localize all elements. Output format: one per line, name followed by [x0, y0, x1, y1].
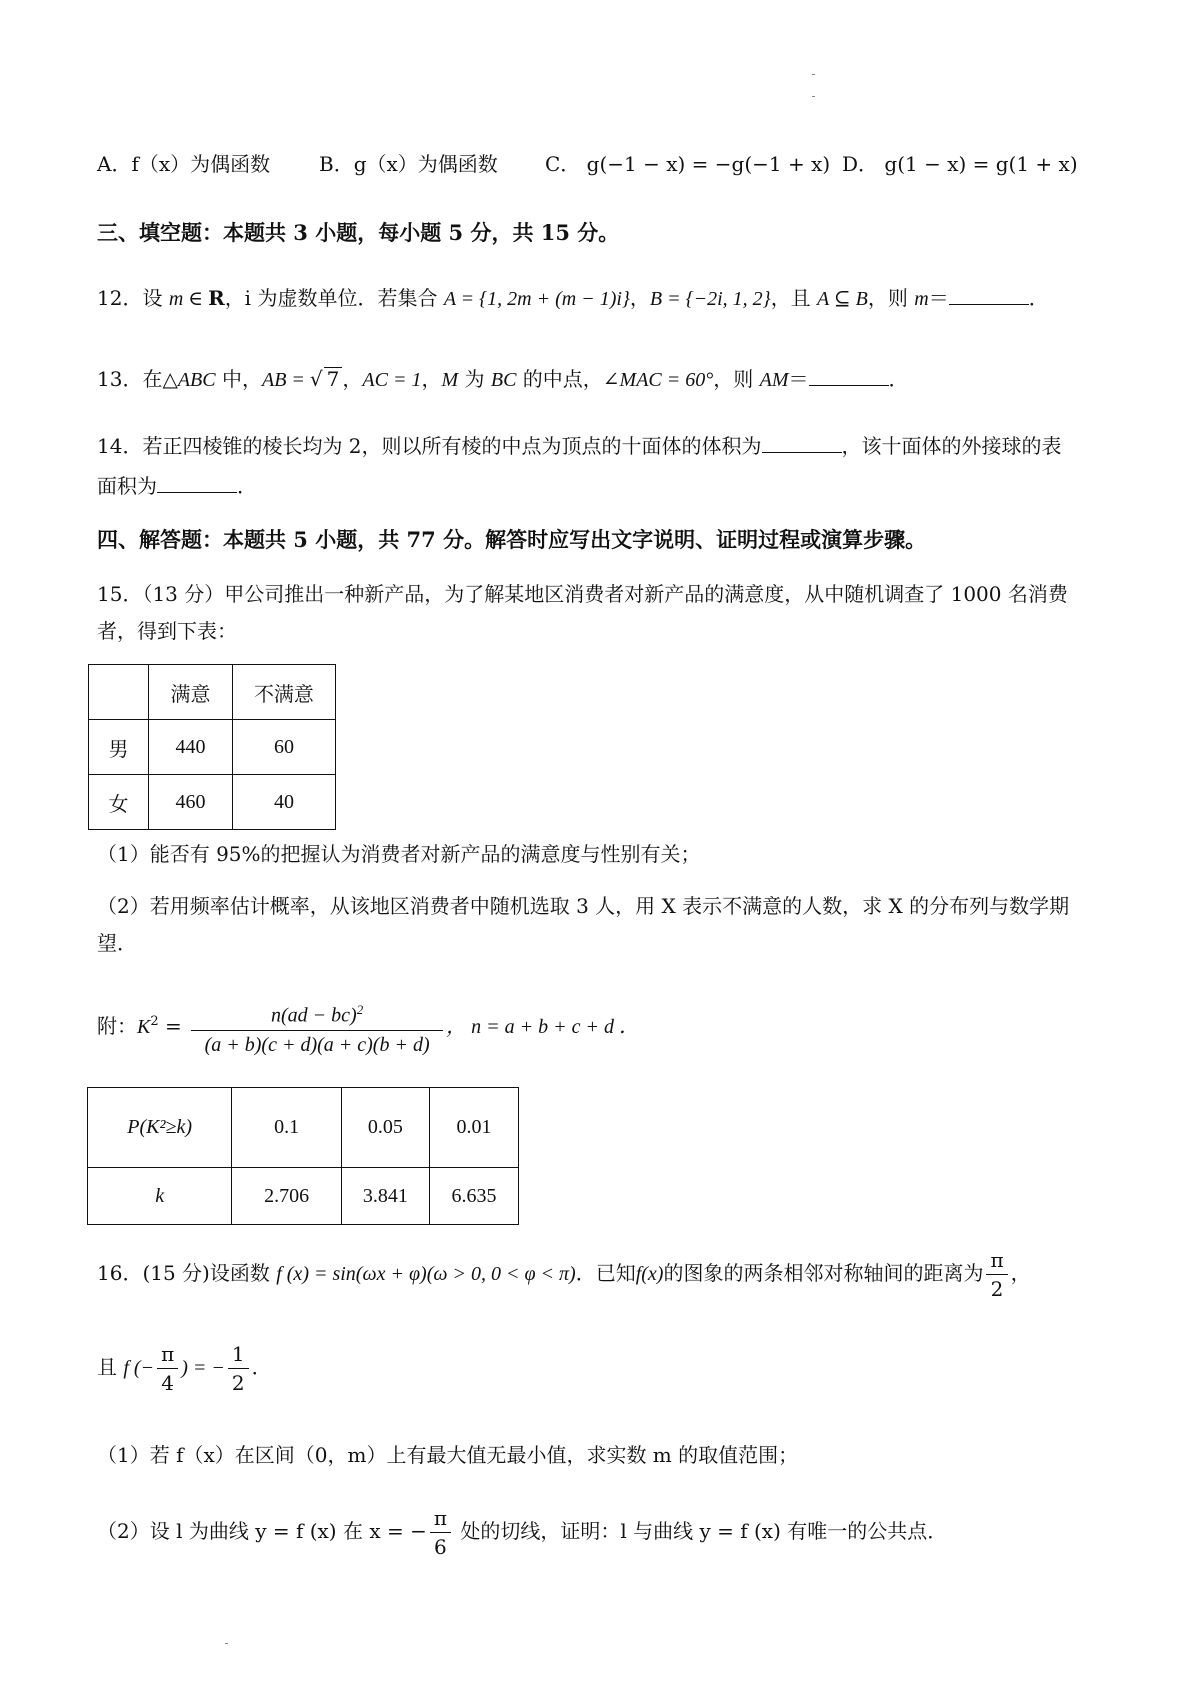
crit-row-label: k [88, 1168, 232, 1225]
q15-part1: （1）能否有 95%的把握认为消费者对新产品的满意度与性别有关； [97, 842, 701, 866]
q16-frac-num: 1 [228, 1342, 249, 1369]
q16-text: 且 [97, 1355, 124, 1379]
q11-option-b: B．g（x）为偶函数 [319, 152, 498, 176]
crit-cell: 0.1 [232, 1088, 342, 1168]
formula-tail: ， n = a + b + c + d ． [446, 1015, 639, 1038]
sqrt-sign: √ [309, 367, 323, 391]
q16-part2 [97, 1506, 1120, 1559]
q12-text: ，i 为虚数单位．若集合 [224, 286, 444, 310]
q16-text: （2）设 l 为曲线 y = f (x) 在 x = − [97, 1519, 427, 1543]
q12-text: ， [629, 286, 650, 310]
table-header: 满意 [149, 665, 233, 720]
q16-text: 处的切线，证明：l 与曲线 y = f (x) 有唯一的公共点． [454, 1519, 948, 1543]
table-header: 不满意 [232, 665, 335, 720]
q16-frac-num: π [986, 1248, 1007, 1275]
q14-text: 14．若正四棱锥的棱长均为 2，则以所有棱的中点为顶点的十面体的体积为 [97, 434, 762, 458]
q13-text: 为 [458, 367, 491, 391]
q16-fx: f(x) [635, 1263, 664, 1285]
k2-fraction [191, 998, 443, 1057]
q16-function: f (x) = sin(ωx + φ)(ω > 0, 0 < φ < π) [276, 1263, 576, 1285]
q12-subset: A ⊆ B [817, 288, 868, 310]
q13-text: 中， [215, 367, 262, 391]
q16-part1: （1）若 f（x）在区间（0，m）上有最大值无最小值，求实数 m 的取值范围； [97, 1443, 799, 1467]
q15-line2: 者，得到下表： [97, 619, 237, 643]
table-row [89, 775, 336, 830]
q16-text: ． [251, 1355, 272, 1379]
q12-answer-blank [949, 284, 1029, 305]
q16-line2 [97, 1342, 1120, 1395]
crit-cell: 6.635 [429, 1168, 518, 1225]
q13-text: ＝ [788, 367, 809, 391]
section-3-title: 三、填空题：本题共 3 小题，每小题 5 分，共 15 分。 [97, 220, 620, 245]
q16-frac-den: 6 [434, 1535, 447, 1559]
q13-text: ， [342, 367, 363, 391]
q16-line1 [97, 1248, 1120, 1301]
q14-text: 面积为 [97, 474, 157, 498]
q13-math: AM [759, 369, 789, 391]
k2-symbol: K [137, 1015, 151, 1038]
q16-math: ) = − [181, 1357, 225, 1379]
q13-text: ． [888, 367, 909, 391]
crit-cell: 2.706 [232, 1168, 342, 1225]
satisfaction-table [88, 664, 336, 830]
q13-text: ，则 [713, 367, 760, 391]
question-14-line2 [97, 472, 1120, 500]
q16-fraction [430, 1506, 451, 1559]
q16-frac-den: 2 [231, 1371, 245, 1395]
q13-math: M [441, 369, 459, 391]
table-cell: 460 [149, 775, 233, 830]
q14-volume-blank [762, 432, 842, 453]
exponent: 2 [150, 1014, 159, 1030]
q16-text: ．已知 [575, 1261, 636, 1285]
q13-answer-blank [809, 365, 889, 386]
crit-row-label: P(K²≥k) [88, 1088, 232, 1168]
critical-value-table [87, 1087, 519, 1225]
q14-text: ． [237, 474, 257, 498]
q13-math: AB = [261, 369, 310, 391]
q16-text: ， [1010, 1261, 1031, 1285]
section-4-title: 四、解答题：本题共 5 小题，共 77 分。解答时应写出文字说明、证明过程或演算步骤。 [97, 527, 927, 552]
q12-math: m ∈ [168, 288, 209, 310]
q15-line1: 15．（13 分）甲公司推出一种新产品，为了解某地区消费者对新产品的满意度，从中随机调查了 1000 名消费 [97, 582, 1068, 606]
appendix-formula [97, 998, 1120, 1057]
table-cell: 男 [89, 720, 149, 775]
table-cell: 440 [149, 720, 233, 775]
question-14-line1 [97, 432, 1120, 460]
q16-frac-num: π [430, 1506, 451, 1533]
q16-frac-num: π [157, 1342, 178, 1369]
exponent: 2 [356, 1002, 364, 1017]
q13-math: ABC [177, 369, 216, 391]
question-13 [97, 365, 1120, 394]
q11-option-c: C． g(−1 − x) = −g(−1 + x) [545, 152, 831, 176]
table-header [89, 665, 149, 720]
q12-real-set: R [208, 286, 225, 310]
crit-cell: 0.01 [429, 1088, 518, 1168]
q13-text: 13．在△ [97, 367, 178, 391]
scan-dot [812, 96, 815, 97]
k2-denominator: (a + b)(c + d)(a + c)(b + d) [204, 1033, 430, 1056]
q16-text: 的图象的两条相邻对称轴间的距离为 [663, 1261, 984, 1285]
q12-text: 12．设 [97, 286, 169, 310]
crit-cell: 0.05 [341, 1088, 429, 1168]
table-cell: 女 [89, 775, 149, 830]
q16-text: 16．(15 分)设函数 [97, 1261, 277, 1285]
q13-text: 的中点， [516, 367, 603, 391]
q13-math: ∠MAC = 60° [602, 369, 714, 391]
table-cell: 40 [232, 775, 335, 830]
q12-text: ，则 [867, 286, 915, 310]
q11-option-d: D． g(1 − x) = g(1 + x) [842, 152, 1078, 176]
table-cell: 60 [232, 720, 335, 775]
q12-text: ． [1028, 286, 1049, 310]
q12-text: ＝ [928, 286, 949, 310]
q13-text: ， [421, 367, 442, 391]
q13-math: BC [490, 369, 517, 391]
k2-numerator-text: n(ad − bc) [271, 1004, 357, 1027]
q12-text: ，且 [770, 286, 818, 310]
q16-fraction [157, 1342, 178, 1395]
q12-set-b: B = {−2i, 1, 2} [649, 288, 771, 310]
q15-part2-line2: 望． [97, 931, 137, 955]
q16-frac-den: 2 [990, 1277, 1004, 1301]
k2-numerator [191, 998, 443, 1031]
q15-part2-line1: （2）若用频率估计概率，从该地区消费者中随机选取 3 人，用 X 表示不满意的人数，求 X 的分布列与数学期 [97, 894, 1070, 918]
q16-frac-den: 4 [161, 1371, 175, 1395]
q14-area-blank [157, 472, 237, 493]
q16-math: f (− [123, 1357, 155, 1379]
q12-set-a: A = {1, 2m + (m − 1)i} [443, 288, 630, 310]
table-row [89, 720, 336, 775]
q13-math: AC = 1 [362, 369, 422, 391]
q14-text: ，该十面体的外接球的表 [841, 434, 1062, 458]
appendix-label: 附： [97, 1013, 137, 1038]
scan-dot [812, 74, 815, 75]
crit-cell: 3.841 [341, 1168, 429, 1225]
q13-sqrt-radicand: 7 [324, 367, 343, 390]
q16-fraction [986, 1248, 1007, 1301]
q16-fraction [228, 1342, 249, 1395]
question-12 [97, 284, 1120, 313]
q11-option-a: A．f（x）为偶函数 [97, 152, 271, 176]
q12-var: m [914, 288, 929, 310]
scan-dot [225, 1643, 228, 1644]
equals-sign: = [158, 1013, 189, 1038]
